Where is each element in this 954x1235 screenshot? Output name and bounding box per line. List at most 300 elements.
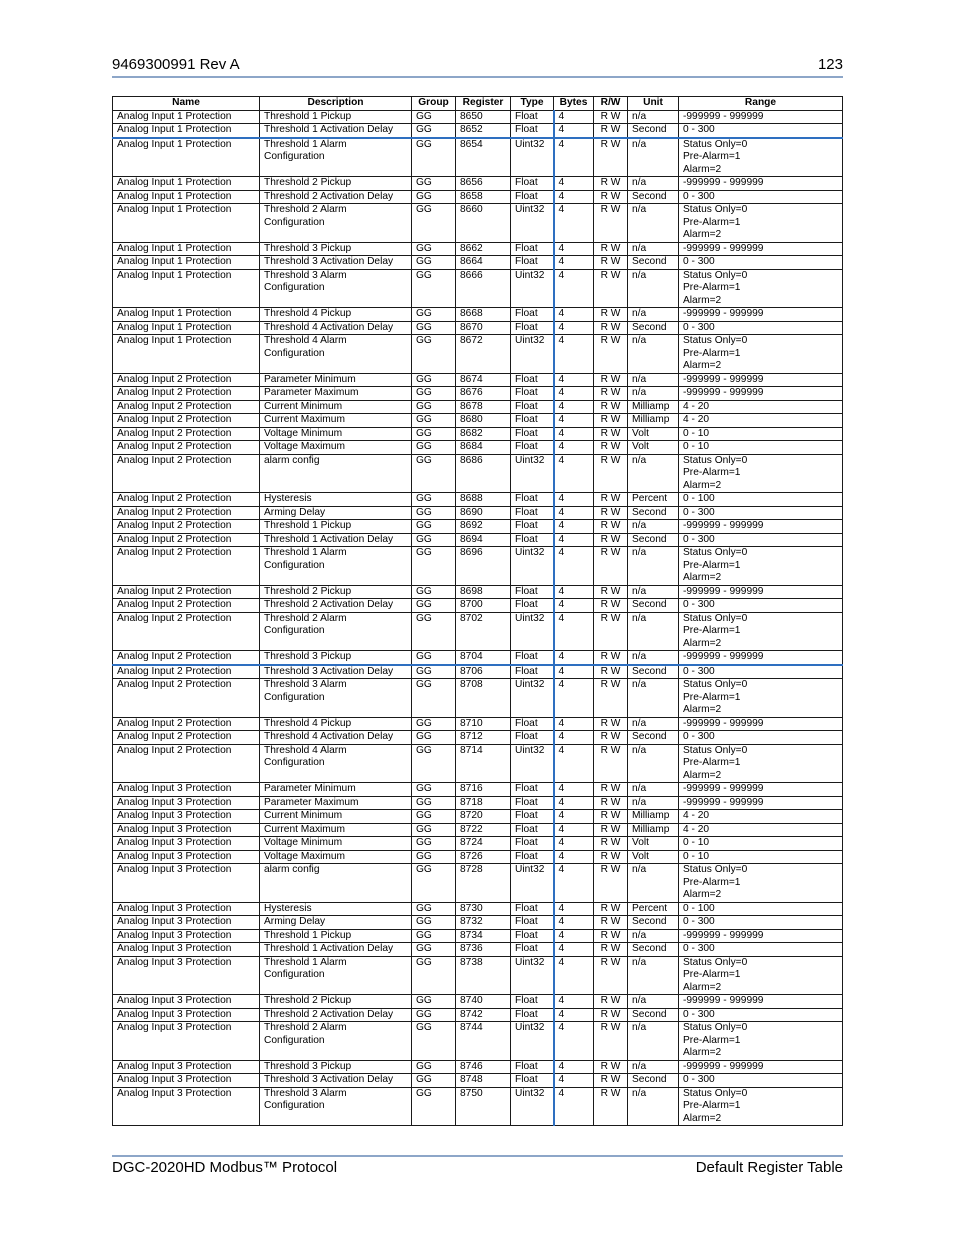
- range-cell: Status Only=0 Pre-Alarm=1 Alarm=2: [679, 956, 843, 995]
- type-cell: Float: [511, 810, 554, 824]
- table-row: [113, 387, 843, 401]
- unit-cell: n/a: [628, 335, 679, 374]
- bytes-cell: 4: [554, 335, 594, 374]
- name-cell: Analog Input 1 Protection: [113, 335, 260, 374]
- rw-cell: R W: [594, 1074, 628, 1088]
- register-cell: 8734: [456, 929, 511, 943]
- table-row: [113, 612, 843, 651]
- group-cell: GG: [412, 441, 456, 455]
- type-cell: Float: [511, 190, 554, 204]
- group-cell: GG: [412, 1008, 456, 1022]
- table-row: [113, 995, 843, 1009]
- unit-cell: n/a: [628, 387, 679, 401]
- range-cell: 0 - 300: [679, 256, 843, 270]
- bytes-cell: 4: [554, 190, 594, 204]
- rw-cell: R W: [594, 321, 628, 335]
- unit-cell: Milliamp: [628, 400, 679, 414]
- unit-cell: n/a: [628, 373, 679, 387]
- name-cell: Analog Input 1 Protection: [113, 321, 260, 335]
- rw-cell: R W: [594, 731, 628, 745]
- bytes-cell: 4: [554, 1074, 594, 1088]
- description-cell: Hysteresis: [260, 493, 412, 507]
- group-cell: GG: [412, 427, 456, 441]
- type-cell: Float: [511, 506, 554, 520]
- range-cell: Status Only=0 Pre-Alarm=1 Alarm=2: [679, 547, 843, 586]
- description-cell: Threshold 3 Pickup: [260, 242, 412, 256]
- unit-cell: n/a: [628, 1022, 679, 1061]
- type-cell: Float: [511, 321, 554, 335]
- register-cell: 8704: [456, 651, 511, 665]
- register-cell: 8698: [456, 585, 511, 599]
- bytes-cell: 4: [554, 837, 594, 851]
- unit-cell: Second: [628, 256, 679, 270]
- bytes-cell: 4: [554, 956, 594, 995]
- range-cell: -999999 - 999999: [679, 717, 843, 731]
- table-header-row: [113, 97, 843, 111]
- table-row: [113, 520, 843, 534]
- description-cell: Threshold 3 Activation Delay: [260, 665, 412, 679]
- table-row: [113, 177, 843, 191]
- group-cell: GG: [412, 929, 456, 943]
- type-cell: Uint32: [511, 335, 554, 374]
- register-cell: 8714: [456, 744, 511, 783]
- register-cell: 8730: [456, 902, 511, 916]
- table-row: [113, 864, 843, 903]
- range-cell: 0 - 300: [679, 533, 843, 547]
- rw-cell: R W: [594, 190, 628, 204]
- name-cell: Analog Input 3 Protection: [113, 1074, 260, 1088]
- type-cell: Float: [511, 585, 554, 599]
- unit-cell: n/a: [628, 520, 679, 534]
- unit-cell: n/a: [628, 585, 679, 599]
- description-cell: Threshold 1 Pickup: [260, 520, 412, 534]
- description-cell: Threshold 1 Pickup: [260, 929, 412, 943]
- unit-cell: n/a: [628, 929, 679, 943]
- rw-cell: R W: [594, 665, 628, 679]
- table-row: [113, 335, 843, 374]
- description-cell: Threshold 2 Alarm Configuration: [260, 204, 412, 243]
- register-cell: 8750: [456, 1087, 511, 1126]
- table-row: [113, 441, 843, 455]
- col-header-group: Group: [412, 97, 456, 111]
- register-cell: 8670: [456, 321, 511, 335]
- group-cell: GG: [412, 242, 456, 256]
- register-cell: 8686: [456, 454, 511, 493]
- bytes-cell: 4: [554, 400, 594, 414]
- table-row: [113, 110, 843, 124]
- range-cell: 0 - 300: [679, 916, 843, 930]
- unit-cell: Second: [628, 533, 679, 547]
- type-cell: Float: [511, 387, 554, 401]
- range-cell: 0 - 300: [679, 321, 843, 335]
- table-row: [113, 585, 843, 599]
- bytes-cell: 4: [554, 717, 594, 731]
- register-cell: 8676: [456, 387, 511, 401]
- description-cell: Parameter Minimum: [260, 373, 412, 387]
- unit-cell: Volt: [628, 850, 679, 864]
- unit-cell: Percent: [628, 493, 679, 507]
- range-cell: -999999 - 999999: [679, 1060, 843, 1074]
- group-cell: GG: [412, 1087, 456, 1126]
- register-cell: 8688: [456, 493, 511, 507]
- rw-cell: R W: [594, 1022, 628, 1061]
- name-cell: Analog Input 3 Protection: [113, 916, 260, 930]
- description-cell: Parameter Maximum: [260, 796, 412, 810]
- type-cell: Uint32: [511, 612, 554, 651]
- rw-cell: R W: [594, 547, 628, 586]
- description-cell: Threshold 2 Pickup: [260, 585, 412, 599]
- unit-cell: n/a: [628, 269, 679, 308]
- range-cell: -999999 - 999999: [679, 796, 843, 810]
- group-cell: GG: [412, 533, 456, 547]
- unit-cell: n/a: [628, 138, 679, 177]
- register-cell: 8658: [456, 190, 511, 204]
- table-row: [113, 837, 843, 851]
- unit-cell: n/a: [628, 995, 679, 1009]
- description-cell: Threshold 2 Pickup: [260, 177, 412, 191]
- type-cell: Float: [511, 414, 554, 428]
- type-cell: Float: [511, 665, 554, 679]
- unit-cell: n/a: [628, 547, 679, 586]
- type-cell: Uint32: [511, 679, 554, 718]
- table-row: [113, 651, 843, 665]
- name-cell: Analog Input 1 Protection: [113, 138, 260, 177]
- range-cell: -999999 - 999999: [679, 520, 843, 534]
- rw-cell: R W: [594, 823, 628, 837]
- unit-cell: n/a: [628, 956, 679, 995]
- rw-cell: R W: [594, 335, 628, 374]
- range-cell: -999999 - 999999: [679, 585, 843, 599]
- range-cell: Status Only=0 Pre-Alarm=1 Alarm=2: [679, 204, 843, 243]
- bytes-cell: 4: [554, 731, 594, 745]
- table-row: [113, 190, 843, 204]
- description-cell: Threshold 3 Activation Delay: [260, 1074, 412, 1088]
- range-cell: 4 - 20: [679, 414, 843, 428]
- unit-cell: Second: [628, 599, 679, 613]
- unit-cell: Second: [628, 943, 679, 957]
- bytes-cell: 4: [554, 454, 594, 493]
- bytes-cell: 4: [554, 256, 594, 270]
- group-cell: GG: [412, 177, 456, 191]
- type-cell: Float: [511, 916, 554, 930]
- table-row: [113, 454, 843, 493]
- footer-section-title: Default Register Table: [695, 1159, 843, 1176]
- description-cell: Threshold 1 Activation Delay: [260, 124, 412, 138]
- unit-cell: n/a: [628, 204, 679, 243]
- register-cell: 8668: [456, 308, 511, 322]
- type-cell: Float: [511, 1060, 554, 1074]
- description-cell: Current Minimum: [260, 400, 412, 414]
- description-cell: Threshold 1 Activation Delay: [260, 943, 412, 957]
- unit-cell: Second: [628, 665, 679, 679]
- bytes-cell: 4: [554, 373, 594, 387]
- name-cell: Analog Input 1 Protection: [113, 242, 260, 256]
- range-cell: -999999 - 999999: [679, 387, 843, 401]
- bytes-cell: 4: [554, 547, 594, 586]
- type-cell: Uint32: [511, 864, 554, 903]
- name-cell: Analog Input 3 Protection: [113, 1087, 260, 1126]
- rw-cell: R W: [594, 744, 628, 783]
- rw-cell: R W: [594, 414, 628, 428]
- unit-cell: Second: [628, 1074, 679, 1088]
- table-row: [113, 810, 843, 824]
- header-divider: [112, 76, 843, 78]
- rw-cell: R W: [594, 110, 628, 124]
- bytes-cell: 4: [554, 810, 594, 824]
- register-cell: 8694: [456, 533, 511, 547]
- group-cell: GG: [412, 547, 456, 586]
- register-cell: 8654: [456, 138, 511, 177]
- register-cell: 8700: [456, 599, 511, 613]
- name-cell: Analog Input 1 Protection: [113, 177, 260, 191]
- group-cell: GG: [412, 308, 456, 322]
- rw-cell: R W: [594, 810, 628, 824]
- range-cell: 0 - 100: [679, 493, 843, 507]
- table-row: [113, 242, 843, 256]
- rw-cell: R W: [594, 679, 628, 718]
- unit-cell: Second: [628, 916, 679, 930]
- description-cell: Current Maximum: [260, 414, 412, 428]
- description-cell: Voltage Maximum: [260, 441, 412, 455]
- type-cell: Uint32: [511, 1087, 554, 1126]
- name-cell: Analog Input 2 Protection: [113, 454, 260, 493]
- name-cell: Analog Input 2 Protection: [113, 717, 260, 731]
- register-cell: 8656: [456, 177, 511, 191]
- table-row: [113, 731, 843, 745]
- name-cell: Analog Input 3 Protection: [113, 837, 260, 851]
- description-cell: Threshold 4 Alarm Configuration: [260, 744, 412, 783]
- name-cell: Analog Input 3 Protection: [113, 823, 260, 837]
- register-cell: 8690: [456, 506, 511, 520]
- description-cell: Threshold 1 Pickup: [260, 110, 412, 124]
- unit-cell: n/a: [628, 1087, 679, 1126]
- type-cell: Float: [511, 400, 554, 414]
- bytes-cell: 4: [554, 679, 594, 718]
- type-cell: Uint32: [511, 269, 554, 308]
- unit-cell: Second: [628, 506, 679, 520]
- unit-cell: Milliamp: [628, 414, 679, 428]
- table-row: [113, 269, 843, 308]
- type-cell: Float: [511, 717, 554, 731]
- rw-cell: R W: [594, 269, 628, 308]
- bytes-cell: 4: [554, 441, 594, 455]
- description-cell: Voltage Maximum: [260, 850, 412, 864]
- register-cell: 8684: [456, 441, 511, 455]
- rw-cell: R W: [594, 308, 628, 322]
- range-cell: 0 - 300: [679, 943, 843, 957]
- name-cell: Analog Input 3 Protection: [113, 783, 260, 797]
- register-cell: 8742: [456, 1008, 511, 1022]
- register-cell: 8682: [456, 427, 511, 441]
- table-row: [113, 1008, 843, 1022]
- range-cell: -999999 - 999999: [679, 110, 843, 124]
- name-cell: Analog Input 3 Protection: [113, 864, 260, 903]
- register-cell: 8692: [456, 520, 511, 534]
- rw-cell: R W: [594, 956, 628, 995]
- range-cell: 0 - 300: [679, 1008, 843, 1022]
- type-cell: Float: [511, 373, 554, 387]
- bytes-cell: 4: [554, 1008, 594, 1022]
- range-cell: Status Only=0 Pre-Alarm=1 Alarm=2: [679, 744, 843, 783]
- type-cell: Float: [511, 995, 554, 1009]
- description-cell: Threshold 2 Alarm Configuration: [260, 1022, 412, 1061]
- type-cell: Float: [511, 441, 554, 455]
- rw-cell: R W: [594, 850, 628, 864]
- unit-cell: Second: [628, 731, 679, 745]
- description-cell: alarm config: [260, 454, 412, 493]
- description-cell: Hysteresis: [260, 902, 412, 916]
- unit-cell: n/a: [628, 308, 679, 322]
- rw-cell: R W: [594, 783, 628, 797]
- table-body: [113, 110, 843, 1126]
- unit-cell: n/a: [628, 454, 679, 493]
- description-cell: Threshold 3 Pickup: [260, 651, 412, 665]
- register-cell: 8732: [456, 916, 511, 930]
- name-cell: Analog Input 2 Protection: [113, 441, 260, 455]
- register-cell: 8664: [456, 256, 511, 270]
- table-row: [113, 599, 843, 613]
- name-cell: Analog Input 2 Protection: [113, 427, 260, 441]
- range-cell: Status Only=0 Pre-Alarm=1 Alarm=2: [679, 269, 843, 308]
- table-row: [113, 204, 843, 243]
- rw-cell: R W: [594, 796, 628, 810]
- range-cell: -999999 - 999999: [679, 308, 843, 322]
- group-cell: GG: [412, 110, 456, 124]
- bytes-cell: 4: [554, 520, 594, 534]
- description-cell: Threshold 4 Pickup: [260, 308, 412, 322]
- table-row: [113, 373, 843, 387]
- group-cell: GG: [412, 837, 456, 851]
- range-cell: Status Only=0 Pre-Alarm=1 Alarm=2: [679, 1087, 843, 1126]
- name-cell: Analog Input 1 Protection: [113, 190, 260, 204]
- register-cell: 8710: [456, 717, 511, 731]
- register-cell: 8718: [456, 796, 511, 810]
- name-cell: Analog Input 1 Protection: [113, 256, 260, 270]
- description-cell: Threshold 2 Activation Delay: [260, 1008, 412, 1022]
- description-cell: Threshold 1 Activation Delay: [260, 533, 412, 547]
- col-header-type: Type: [511, 97, 554, 111]
- name-cell: Analog Input 3 Protection: [113, 1060, 260, 1074]
- type-cell: Float: [511, 651, 554, 665]
- rw-cell: R W: [594, 585, 628, 599]
- unit-cell: n/a: [628, 242, 679, 256]
- type-cell: Float: [511, 943, 554, 957]
- unit-cell: n/a: [628, 864, 679, 903]
- unit-cell: n/a: [628, 651, 679, 665]
- name-cell: Analog Input 2 Protection: [113, 373, 260, 387]
- table-row: [113, 1060, 843, 1074]
- table-row: [113, 929, 843, 943]
- group-cell: GG: [412, 956, 456, 995]
- description-cell: Threshold 3 Alarm Configuration: [260, 1087, 412, 1126]
- type-cell: Float: [511, 1008, 554, 1022]
- group-cell: GG: [412, 335, 456, 374]
- range-cell: -999999 - 999999: [679, 929, 843, 943]
- unit-cell: Milliamp: [628, 823, 679, 837]
- bytes-cell: 4: [554, 744, 594, 783]
- description-cell: Threshold 1 Alarm Configuration: [260, 956, 412, 995]
- group-cell: GG: [412, 256, 456, 270]
- type-cell: Float: [511, 520, 554, 534]
- group-cell: GG: [412, 665, 456, 679]
- range-cell: 0 - 300: [679, 731, 843, 745]
- type-cell: Float: [511, 493, 554, 507]
- bytes-cell: 4: [554, 651, 594, 665]
- table-row: [113, 308, 843, 322]
- type-cell: Float: [511, 850, 554, 864]
- unit-cell: Percent: [628, 902, 679, 916]
- name-cell: Analog Input 2 Protection: [113, 731, 260, 745]
- description-cell: Parameter Maximum: [260, 387, 412, 401]
- group-cell: GG: [412, 387, 456, 401]
- bytes-cell: 4: [554, 533, 594, 547]
- table-row: [113, 124, 843, 138]
- unit-cell: Volt: [628, 837, 679, 851]
- description-cell: Current Minimum: [260, 810, 412, 824]
- bytes-cell: 4: [554, 823, 594, 837]
- range-cell: 4 - 20: [679, 400, 843, 414]
- range-cell: 0 - 300: [679, 599, 843, 613]
- rw-cell: R W: [594, 864, 628, 903]
- unit-cell: n/a: [628, 110, 679, 124]
- unit-cell: n/a: [628, 796, 679, 810]
- group-cell: GG: [412, 520, 456, 534]
- unit-cell: n/a: [628, 1060, 679, 1074]
- bytes-cell: 4: [554, 943, 594, 957]
- name-cell: Analog Input 2 Protection: [113, 506, 260, 520]
- register-cell: 8724: [456, 837, 511, 851]
- rw-cell: R W: [594, 651, 628, 665]
- group-cell: GG: [412, 599, 456, 613]
- register-cell: 8666: [456, 269, 511, 308]
- unit-cell: Milliamp: [628, 810, 679, 824]
- table-row: [113, 916, 843, 930]
- bytes-cell: 4: [554, 665, 594, 679]
- range-cell: 0 - 300: [679, 124, 843, 138]
- type-cell: Float: [511, 533, 554, 547]
- bytes-cell: 4: [554, 204, 594, 243]
- register-cell: 8748: [456, 1074, 511, 1088]
- description-cell: Threshold 1 Alarm Configuration: [260, 138, 412, 177]
- group-cell: GG: [412, 373, 456, 387]
- table-row: [113, 256, 843, 270]
- bytes-cell: 4: [554, 1060, 594, 1074]
- unit-cell: Second: [628, 321, 679, 335]
- unit-cell: Volt: [628, 441, 679, 455]
- register-cell: 8736: [456, 943, 511, 957]
- table-row: [113, 665, 843, 679]
- footer-product-title: DGC-2020HD Modbus™ Protocol: [112, 1159, 338, 1176]
- range-cell: -999999 - 999999: [679, 783, 843, 797]
- bytes-cell: 4: [554, 138, 594, 177]
- bytes-cell: 4: [554, 929, 594, 943]
- rw-cell: R W: [594, 493, 628, 507]
- range-cell: -999999 - 999999: [679, 373, 843, 387]
- register-cell: 8702: [456, 612, 511, 651]
- page-number: 123: [817, 56, 843, 73]
- type-cell: Float: [511, 242, 554, 256]
- register-cell: 8744: [456, 1022, 511, 1061]
- table-row: [113, 427, 843, 441]
- range-cell: 0 - 300: [679, 190, 843, 204]
- type-cell: Float: [511, 177, 554, 191]
- register-cell: 8696: [456, 547, 511, 586]
- group-cell: GG: [412, 1060, 456, 1074]
- type-cell: Float: [511, 308, 554, 322]
- rw-cell: R W: [594, 1008, 628, 1022]
- rw-cell: R W: [594, 916, 628, 930]
- name-cell: Analog Input 3 Protection: [113, 1008, 260, 1022]
